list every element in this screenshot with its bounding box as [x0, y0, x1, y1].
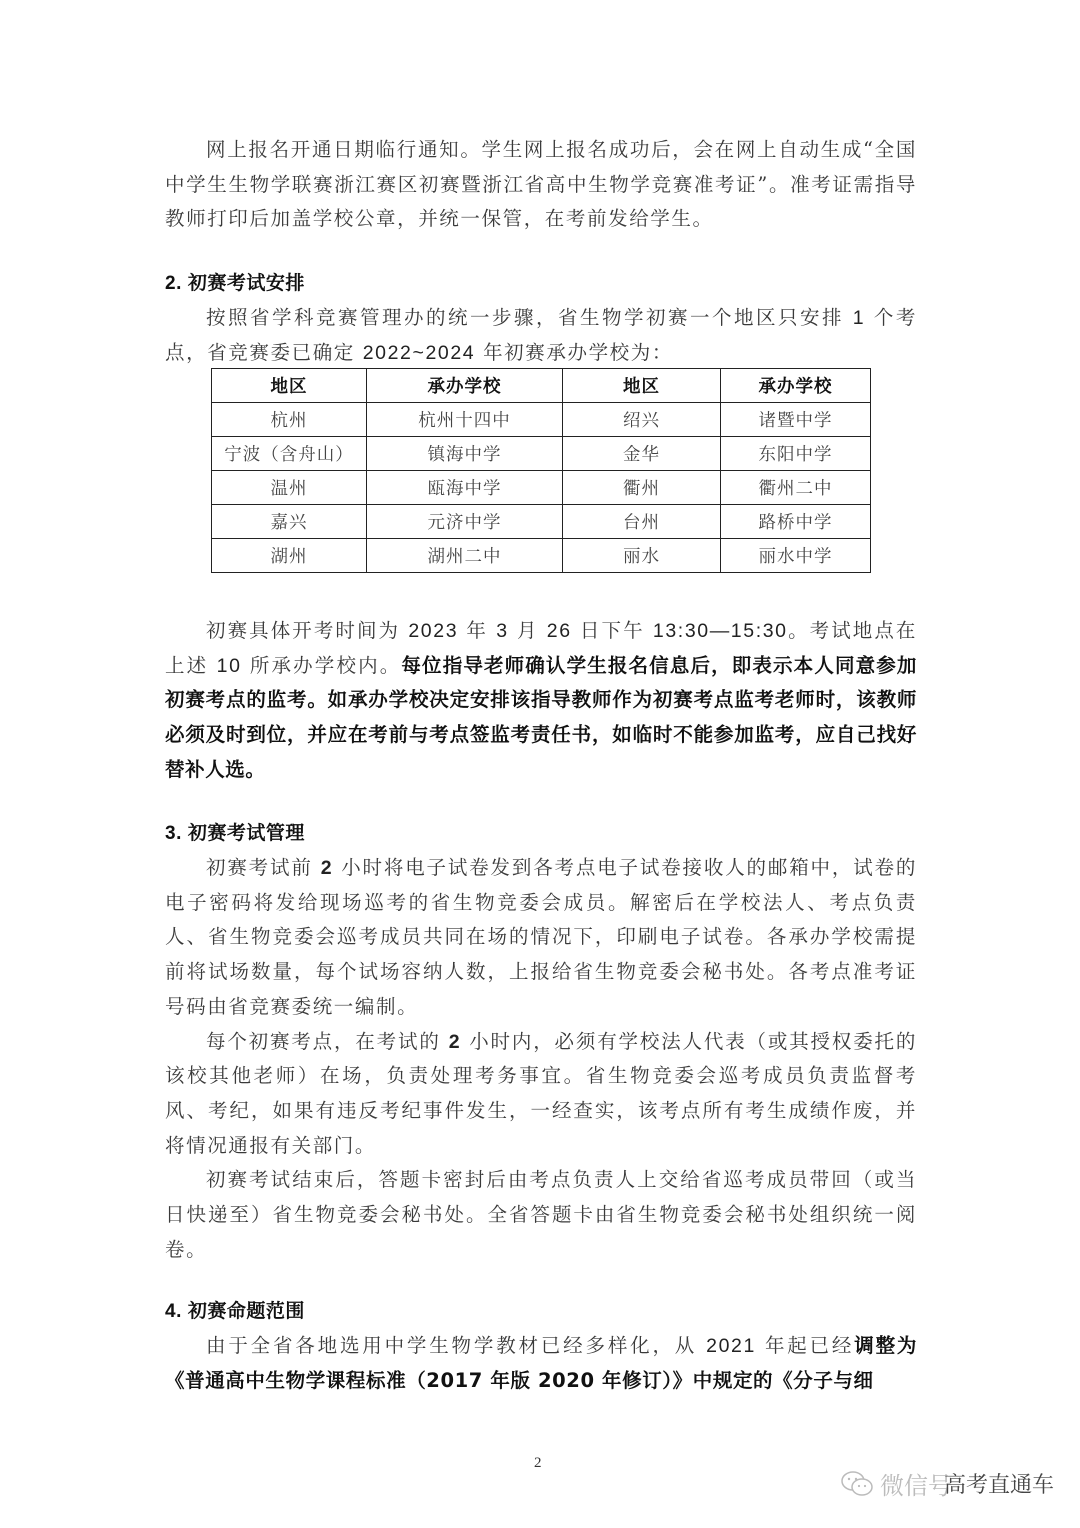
- exam-month: 3: [496, 620, 509, 642]
- proctor-notice: 每位指导老师确认学生报名信息后，即表示本人同意参加初赛考点的监考。如承办学校决定安排该指导教师作为初赛考点监考老师时，该教师必须及时到位，并应在考前与考点签监考责任书，如临时不能参加监考，应自己找好替补人选。: [165, 653, 917, 781]
- section-3-paragraph-2: 每个初赛考点，在考试的 2 小时内，必须有学校法人代表（或其授权委托的该校其他老师）在场，负责处理考务事宜。省生物竞委会巡考成员负责监督考风、考纪，如果有违反考纪事件发生，一经查实，该考点所有考生成绩作废，并将情况通报有关部门。: [165, 1029, 917, 1157]
- section-3-paragraph-3: 初赛考试结束后，答题卡密封后由考点负责人上交给省巡考成员带回（或当日快递至）省生物竞委会秘书处。全省答题卡由省生物竞委会秘书处组织统一阅卷。: [165, 1168, 917, 1261]
- exam-time: 13:30—15:30: [652, 620, 788, 642]
- watermark-label: 微信号: [880, 1472, 952, 1500]
- curriculum-standard: 调整为《普通高中生物学课程标准（2017 年版 2020 年修订）》中规定的《分子与细: [165, 1334, 917, 1392]
- table-row: 宁波（含舟山） 镇海中学 金华 东阳中学: [212, 437, 871, 471]
- section-2-number: 2.: [165, 273, 182, 294]
- table-row: 嘉兴 元济中学 台州 路桥中学: [212, 505, 871, 539]
- host-count: 10: [216, 654, 242, 677]
- table-row: 杭州 杭州十四中 绍兴 诸暨中学: [212, 403, 871, 437]
- section-2-title: 初赛考试安排: [187, 272, 305, 294]
- section-3-heading: [165, 816, 917, 851]
- section-4-title: 初赛命题范围: [187, 1300, 305, 1322]
- section-2-paragraph-1: 按照省学科竞赛管理办的统一步骤，省生物学初赛一个地区只安排 1 个考点，省竞赛委已确定 2022~2024 年初赛承办学校为：: [165, 306, 918, 364]
- section-2-heading: [165, 266, 917, 301]
- section-2: [165, 266, 917, 370]
- intro-line-2: 国中学生生物学联赛浙江赛区初赛暨浙江省高中生物学竞赛准考证”。准考证需: [165, 138, 917, 196]
- site-count: 1: [852, 307, 866, 329]
- section-3-number: 3.: [165, 823, 182, 844]
- section-4-paragraph-1: 由于全省各地选用中学生物学教材已经多样化，从 2021 年起已经调整为《普通高中生物学课程标准（2017 年版 2020 年修订）》中规定的《分子与细: [165, 1334, 917, 1392]
- column-header-host-school: 承办学校: [721, 369, 871, 403]
- section-4-number: 4.: [165, 1301, 182, 1322]
- table-row: 湖州 湖州二中 丽水 丽水中学: [212, 539, 871, 573]
- section-4: [165, 1294, 917, 1398]
- wechat-watermark: [840, 1466, 1054, 1501]
- exam-day: 26: [546, 620, 572, 642]
- section-4-heading: [165, 1294, 917, 1329]
- column-header-region: 地区: [563, 369, 721, 403]
- watermark-account: 高考直通车: [944, 1473, 1055, 1498]
- intro-line-1: 网上报名开通日期临行通知。学生网上报名成功后，会在网上自动生成“全: [206, 138, 896, 161]
- exam-year: 2023: [408, 620, 459, 642]
- column-header-host-school: 承办学校: [367, 369, 563, 403]
- intro-paragraph: [165, 133, 917, 237]
- year-range: 2022~2024: [362, 341, 476, 364]
- host-schools-table: [211, 368, 871, 573]
- section-3-title: 初赛考试管理: [187, 822, 305, 844]
- table-header-row: [212, 369, 871, 403]
- section-2-paragraph-2: 初赛具体开考时间为 2023 年 3 月 26 日下午 13:30—15:30。考试地点在上述 10 所承办学校内。每位指导老师确认学生报名信息后，即表示本人同意参加初赛考点的监考。如承办学校决定安排该指导教师作为初赛考点监考老师时，该教师必须及时到位，并应在考前与考点签监考责任书，如临时不能参加监考，应自己找好替补人选。: [165, 619, 917, 781]
- intro-line-3: 指导教师打印后加盖学校公章，并统一保管，在考前发给学生。: [165, 172, 918, 231]
- wechat-icon: [840, 1470, 874, 1498]
- section-3-paragraph-1: 初赛考试前 2 小时将电子试卷发到各考点电子试卷接收人的邮箱中，试卷的电子密码将发给现场巡考的省生物竞委会成员。解密后在学校法人、考点负责人、省生物竞委会巡考成员共同在场的情况下，印刷电子试卷。各承办学校需提前将试场数量，每个试场容纳人数，上报给省生物竞委会秘书处。各考点准考证号码由省竞赛委统一编制。: [165, 856, 917, 1018]
- table-row: 温州 瓯海中学 衢州 衢州二中: [212, 471, 871, 505]
- column-header-region: 地区: [212, 369, 367, 403]
- page-number: 2: [534, 1455, 542, 1471]
- section-3: [165, 816, 917, 1267]
